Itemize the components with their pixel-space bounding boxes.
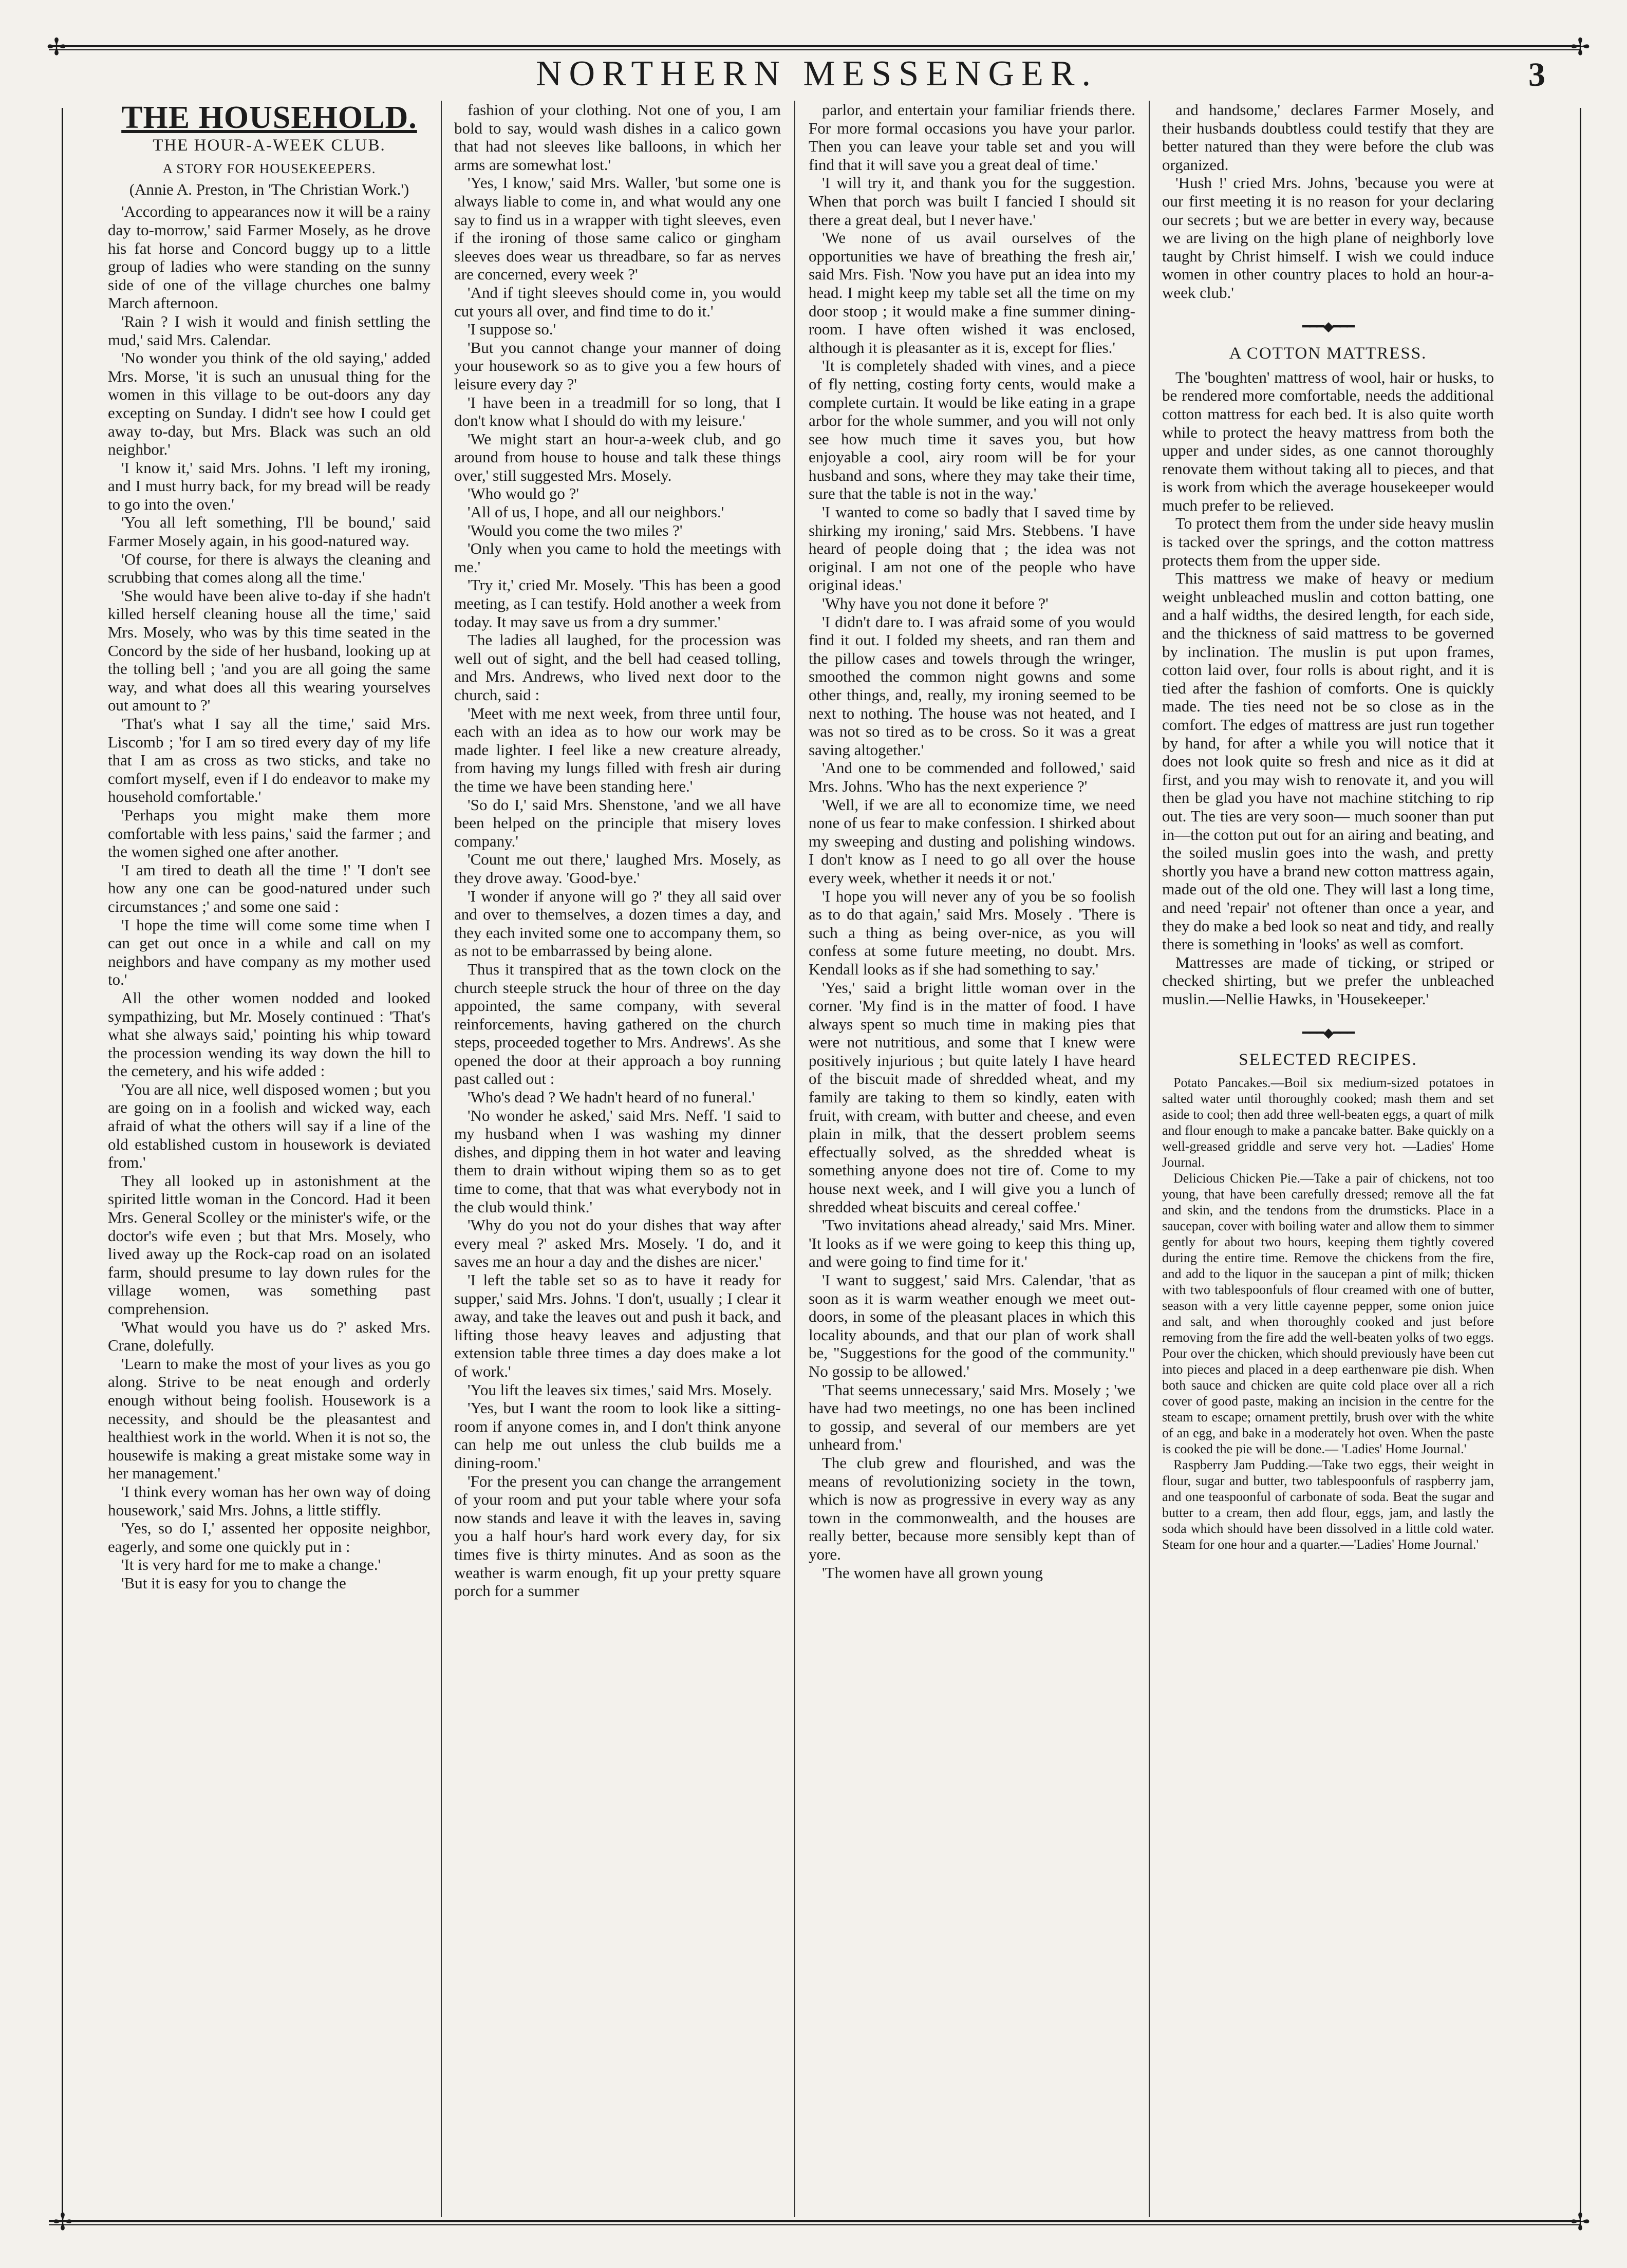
recipes-article (1162, 1075, 1494, 1552)
column-4 (1162, 101, 1494, 1552)
story-paragraph: 'For the present you can change the arrangement of your room and put your table where your sofa now stands and leave it with the leaves in, saving you a half hour's hard work every day, for six times five is thirty minutes. And as soon as the weather is warm enough, fit up your pretty square porch for a summer (454, 1472, 781, 1600)
column-3 (809, 101, 1135, 1582)
page-border-top-thin (49, 49, 1581, 50)
story-paragraph: 'Yes, I know,' said Mrs. Waller, 'but some one is always liable to come in, and what would any one say to find us in a wrapper with tight sleeves, even if the ironing of those same calico or gingham sleeves does wear us threadbare, so far as nerves are concerned, every week ?' (454, 174, 781, 284)
story-paragraph: 'I hope you will never any of you be so foolish as to do that again,' said Mrs. Mosely . 'There is such a thing as being over-nice, as you will confess at some future meeting, no doubt. Mrs. Kendall looks as if she had something to say.' (809, 887, 1135, 978)
story-paragraph: 'Try it,' cried Mr. Mosely. 'This has been a good meeting, as I can testify. Hold another a week from today. It may save us from a dry summer.' (454, 576, 781, 631)
recipe-paragraph: Delicious Chicken Pie.—Take a pair of chickens, not too young, that have been carefully dressed; remove all the fat and skin, and the tendons from the drumsticks. Place in a saucepan, cover with boiling water and allow them to simmer gently for about two hours, keeping them tightly covered during the entire time. Remove the chickens from the fire, and add to the liquor in the saucepan a pint of milk; thicken with two tablespoonfuls of flour creamed with one of butter, season with a very little cayenne pepper, some onion juice and salt, and when thoroughly cooked and just before removing from the fire add the well-beaten yolks of two eggs. Pour over the chicken, which should previously have been cut into pieces and placed in a deep earthenware pie dish. When both sauce and chicken are quite cold place over all a rich cover of good paste, making an incision in the centre for the steam to escape; ornament prettily, brush over with the white of an egg, and bake in a moderately hot oven. When the paste is cooked the pie will be done.— 'Ladies' Home Journal.' (1162, 1170, 1494, 1456)
story-paragraph: 'But you cannot change your manner of doing your housework so as to give you a few hours of leisure every day ?' (454, 338, 781, 393)
story-paragraph: 'And one to be commended and followed,' said Mrs. Johns. 'Who has the next experience ?' (809, 759, 1135, 795)
recipes-title: SELECTED RECIPES. (1239, 1051, 1417, 1070)
masthead: NORTHERN MESSENGER. (535, 54, 1098, 93)
story-paragraph: 'Yes, but I want the room to look like a sitting-room if anyone comes in, and I don't think anyone can help me out unless the club builds me a dining-room.' (454, 1399, 781, 1472)
story-paragraph: 'Hush !' cried Mrs. Johns, 'because you were at our first meeting it is no reason for your declaring our secrets ; but we are better in every way, because we are living on the high plane of neighborly love taught by Christ himself. I wish we could induce women in other country places to hold an hour-a-week club.' (1162, 174, 1494, 302)
story-byline: (Annie A. Preston, in 'The Christian Work.') (129, 180, 409, 198)
story-paragraph: 'We none of us avail ourselves of the opportunities we have of breathing the fresh air,' said Mrs. Fish. 'Now you have put an idea into my head. I might keep my table set all the time on my door stoop ; it would make a fine summer dining-room. I have often wished it was enclosed, although it is pleasanter as it is, except for flies.' (809, 229, 1135, 357)
story-paragraph: fashion of your clothing. Not one of you, I am bold to say, would wash dishes in a calico gown that had not sleeves like balloons, in which her arms are somewhat lost.' (454, 101, 781, 174)
story-paragraph: The ladies all laughed, for the procession was well out of sight, and the bell had ceased tolling, and Mrs. Andrews, who lived next door to the church, said : (454, 631, 781, 704)
story-paragraph: 'Would you come the two miles ?' (467, 521, 683, 539)
story-paragraph: 'Yes,' said a bright little woman over in the corner. 'My find is in the matter of food. I have always spent so much time in making pies that were not nutritious, and some that I knew were positively injurious ; but quite lately I have heard of the biscuit made of shredded wheat, and my family are taking to them so kindly, eaten with fruit, with cream, with butter and cheese, and even plain in milk, that the dessert problem seems effectually solved, as the shredded wheat is something anyone does not tire of. Come to my house next week, and I will give you a lunch of shredded wheat biscuits and cereal coffee.' (809, 978, 1135, 1216)
story-paragraph: 'I wonder if anyone will go ?' they all said over and over to themselves, a dozen times a day, and they each invited some one to accompany them, so as not to be embarrassed by being alone. (454, 887, 781, 960)
mattress-paragraph: The 'boughten' mattress of wool, hair or husks, to be rendered more comfortable, needs the additional cotton mattress for each bed. It is also quite worth while to protect the heavy mattress from both the upper and under sides, as one cannot thoroughly renovate them without taking all to pieces, and that is work from which the average housekeeper would much prefer to be relieved. (1162, 368, 1494, 514)
page-border-right (1580, 108, 1581, 2214)
story-paragraph: 'I know it,' said Mrs. Johns. 'I left my ironing, and I must hurry back, for my bread will be ready to go into the oven.' (108, 458, 431, 513)
story-paragraph: 'She would have been alive to-day if she hadn't killed herself cleaning house all the time,' said Mrs. Mosely, who was by this time seated in the Concord by the side of her husband, looking up at the tolling bell ; 'and you are all going the same way, and what does all this wearing yourselves out amount to ?' (108, 586, 431, 715)
story-paragraph: All the other women nodded and looked sympathizing, but Mr. Mosely continued : 'That's what she always said,' pointing his whip toward the procession wending its way down the hill to the cemetery, and his wife added : (108, 988, 431, 1080)
mattress-title: A COTTON MATTRESS. (1229, 344, 1427, 363)
column-1 (108, 101, 431, 1592)
story-paragraph: 'Why have you not done it before ?' (822, 594, 1049, 613)
column-rule (1149, 101, 1150, 2217)
corner-ornament-icon: ✢ (52, 2209, 73, 2235)
story-paragraph: 'What would you have us do ?' asked Mrs. Crane, dolefully. (108, 1318, 431, 1355)
story-paragraph: The club grew and flourished, and was the means of revolutionizing society in the town, which is now as progressive in every way as any town in the commonwealth, and the houses are really better, because more sensibly kept than of yore. (809, 1453, 1135, 1563)
column-rule (794, 101, 795, 2217)
story-body-part-1 (108, 202, 431, 1592)
mattress-paragraph: To protect them from the under side heavy muslin is tacked over the springs, and the cotton mattress protects them from the upper side. (1162, 514, 1494, 569)
story-paragraph: 'Meet with me next week, from three until four, each with an idea as to how our work may be made lighter. I feel like a new creature already, from having my lungs filled with fresh air during the time we have been standing here.' (454, 704, 781, 795)
story-paragraph: 'I want to suggest,' said Mrs. Calendar, 'that as soon as it is warm weather enough we meet out-doors, in some of the pleasant places in which this locality abounds, and that our plan of work shall be, "Suggestions for the good of the community." No gossip to be allowed.' (809, 1271, 1135, 1380)
story-paragraph: 'You lift the leaves six times,' said Mrs. Mosely. (467, 1380, 772, 1399)
story-paragraph: 'You are all nice, well disposed women ; but you are going on in a foolish and wicked way, each afraid of what the others will say if a line of the old established custom in housework is deviated from.' (108, 1080, 431, 1172)
story-paragraph: 'I suppose so.' (467, 320, 556, 339)
fleuron-icon: ━━━◆━━━ (1302, 318, 1354, 334)
story-paragraph: 'Yes, so do I,' assented her opposite neighbor, eagerly, and some one quickly put in : (108, 1519, 431, 1555)
corner-ornament-icon: ✢ (1570, 34, 1591, 60)
mattress-article (1162, 368, 1494, 1008)
story-subtitle: A STORY FOR HOUSEKEEPERS. (162, 161, 376, 177)
story-paragraph: 'I think every woman has her own way of doing housework,' said Mrs. Johns, a little stiffly. (108, 1482, 431, 1519)
mattress-paragraph: This mattress we make of heavy or medium weight unbleached muslin and cotton batting, one and a half widths, the desired length, for each side, and the thickness of said mattress to be governed by inclination. The muslin is put upon frames, cotton laid over, four rolls is about right, and it is tied after the fashion of comforts. One is quickly made. The ties need not be so close as in the comfort. The edges of mattress are just run together by hand, for after a while you will notice that it does not look quite so fresh and nice as it did at first, and you may wish to renovate it, and you will then be glad you have not machine stitching to rip out. The ties are very soon— much sooner than put in—the cotton put out for an airing and beating, and the soiled muslin goes into the wash, and pretty shortly you have a brand new cotton mattress again, made out of the old one. They will last a long time, and need 'repair' not oftener than once a year, and they do make a bed look so neat and tidy, and really there is something in 'looks' as well as comfort. (1162, 569, 1494, 953)
story-paragraph: 'The women have all grown young (822, 1563, 1043, 1582)
story-paragraph: 'So do I,' said Mrs. Shenstone, 'and we all have been helped on the principle that misery loves company.' (454, 795, 781, 850)
story-body-part-4 (1162, 101, 1494, 302)
story-paragraph: 'But it is easy for you to change the (121, 1573, 346, 1592)
story-body-part-2 (454, 101, 781, 1600)
story-paragraph: 'I have been in a treadmill for so long, that I don't know what I should do with my leisure.' (454, 393, 781, 430)
story-paragraph: 'That seems unnecessary,' said Mrs. Mosely ; 'we have had two meetings, no one has been inclined to gossip, and several of our members are yet unheard from.' (809, 1380, 1135, 1454)
story-title: THE HOUR-A-WEEK CLUB. (153, 136, 386, 155)
corner-ornament-icon: ✢ (46, 34, 67, 60)
story-paragraph: Thus it transpired that as the town clock on the church steeple struck the hour of three on the day appointed, the same company, with several reinforcements, having gathered on the church steps, proceeded together to Mrs. Andrews'. As she opened the door at their approach a boy running past called out : (454, 960, 781, 1088)
page-border-bottom-thin (49, 2224, 1581, 2225)
story-paragraph: 'That's what I say all the time,' said Mrs. Liscomb ; 'for I am so tired every day of my life that I am as cross as two sticks, and take no comfort myself, even if I do endeavor to make my household comfortable.' (108, 715, 431, 806)
story-paragraph: 'I hope the time will come some time when I can get out once in a while and call on my neighbors and have company as my mother used to.' (108, 915, 431, 989)
story-paragraph: 'I left the table set so as to have it ready for supper,' said Mrs. Johns. 'I don't, usually ; I clear it away, and take the leaves out and push it back, and lifting those heavy leaves and adjusting that extension table three times a day does make a lot of work.' (454, 1271, 781, 1380)
fleuron-icon: ━━━◆━━━ (1302, 1025, 1354, 1040)
story-paragraph: 'Perhaps you might make them more comfortable with less pains,' said the farmer ; and the women sighed one after another. (108, 805, 431, 861)
page-border-top (49, 45, 1581, 47)
recipe-paragraph: Raspberry Jam Pudding.—Take two eggs, their weight in flour, sugar and butter, two tablespoonfuls of raspberry jam, and one teaspoonful of carbonate of soda. Beat the sugar and butter to a cream, then add flour, eggs, jam, and lastly the soda which should have been dissolved in a little cold water. Steam for one hour and a quarter.—'Ladies' Home Journal.' (1162, 1457, 1494, 1552)
story-paragraph: 'Why do you not do your dishes that way after every meal ?' asked Mrs. Mosely. 'I do, and it saves me an hour a day and the dishes are nicer.' (454, 1216, 781, 1271)
story-paragraph: 'I wanted to come so badly that I saved time by shirking my ironing,' said Mrs. Stebbens. 'I have heard of people doing that ; the idea was not original. I am not one of the people who have original ideas.' (809, 503, 1135, 594)
story-paragraph: 'Count me out there,' laughed Mrs. Mosely, as they drove away. 'Good-bye.' (454, 850, 781, 887)
story-paragraph: 'I am tired to death all the time !' 'I don't see how any one can be good-natured under such circumstances ;' and some one said : (108, 860, 431, 915)
story-paragraph: 'According to appearances now it will be a rainy day to-morrow,' said Farmer Mosely, as he drove his fat horse and Concord buggy up to a little group of ladies who were standing on the sunny side of one of the village churches one balmy March afternoon. (108, 202, 431, 312)
story-paragraph: 'Only when you came to hold the meetings with me.' (454, 539, 781, 576)
section-title: THE HOUSEHOLD. (121, 100, 417, 135)
story-paragraph: 'Of course, for there is always the cleaning and scrubbing that comes along all the time.' (108, 550, 431, 587)
column-rule (441, 101, 442, 2217)
recipe-paragraph: Potato Pancakes.—Boil six medium-sized potatoes in salted water until thoroughly cooked; mash them and set aside to cool; then add three well-beaten eggs, a quart of milk and flour enough to make a pancake batter. Bake quickly on a well-greased griddle and serve very hot. —Ladies' Home Journal. (1162, 1075, 1494, 1170)
page-border-left (62, 108, 63, 2214)
story-paragraph: 'We might start an hour-a-week club, and go around from house to house and talk these things over,' still suggested Mrs. Mosely. (454, 429, 781, 484)
story-paragraph: 'And if tight sleeves should come in, you would cut yours all over, and find time to do it.' (454, 283, 781, 320)
story-paragraph: 'It is completely shaded with vines, and a piece of fly netting, costing forty cents, would make a complete curtain. It would be like eating in a grape arbor for the whole summer, and you will not only see how much time it saves you, but how enjoyable a cool, airy room will be for your husband and sons, where they may take their time, sure that the table is not in the way.' (809, 357, 1135, 503)
story-paragraph: 'Who would go ?' (467, 484, 579, 503)
story-body-part-3 (809, 101, 1135, 1582)
story-paragraph: 'It is very hard for me to make a change.' (121, 1555, 381, 1574)
mattress-paragraph: Mattresses are made of ticking, or striped or checked shirting, but we prefer the unbleached muslin.—Nellie Hawks, in 'Housekeeper.' (1162, 953, 1494, 1008)
story-paragraph: 'Two invitations ahead already,' said Mrs. Miner. 'It looks as if we were going to keep this thing up, and were going to find time for it.' (809, 1216, 1135, 1271)
page-number: 3 (1528, 56, 1545, 93)
story-paragraph: and handsome,' declares Farmer Mosely, and their husbands doubtless could testify that they are better natured than they were before the club was organized. (1162, 101, 1494, 174)
column-2 (454, 101, 781, 1600)
story-paragraph: 'Well, if we are all to economize time, we need none of us fear to make confession. I shirked about my sweeping and dusting and polishing windows. I don't know as I need to go all over the house every week, whether it needs it or not.' (809, 795, 1135, 887)
story-paragraph: 'No wonder he asked,' said Mrs. Neff. 'I said to my husband when I was washing my dinner dishes, and dipping them in hot water and leaving them to drain without wiping them so as to get time to come, that that was what everybody not in the club would think.' (454, 1106, 781, 1216)
story-paragraph: 'No wonder you think of the old saying,' added Mrs. Morse, 'it is such an unusual thing for the women in this village to be out-doors any day excepting on Sunday. I didn't see how I could get away to-day, but Mrs. Black was such an old neighbor.' (108, 349, 431, 459)
story-paragraph: 'You all left something, I'll be bound,' said Farmer Mosely again, in his good-natured way. (108, 513, 431, 550)
story-paragraph: parlor, and entertain your familiar friends there. For more formal occasions you have your parlor. Then you can leave your table set and you will find that it will save you a great deal of time.' (809, 101, 1135, 174)
story-paragraph: 'All of us, I hope, and all our neighbors.' (467, 503, 724, 521)
story-paragraph: 'Rain ? I wish it would and finish settling the mud,' said Mrs. Calendar. (108, 312, 431, 349)
corner-ornament-icon: ✢ (1570, 2209, 1591, 2235)
story-paragraph: They all looked up in astonishment at the spirited little woman in the Concord. Had it been Mrs. General Scolley or the minister's wife, or the doctor's wife even ; but that Mrs. Mosely, who lived away up the Rock-cap road on an isolated farm, should presume to lay down rules for the village women, was something past comprehension. (108, 1171, 431, 1318)
story-paragraph: 'I will try it, and thank you for the suggestion. When that porch was built I fancied I should sit there a great deal, but I never have.' (809, 174, 1135, 229)
story-paragraph: 'Who's dead ? We hadn't heard of no funeral.' (467, 1088, 755, 1107)
story-paragraph: 'I didn't dare to. I was afraid some of you would find it out. I folded my sheets, and ran them and the pillow cases and towels through the wringer, smoothed the common night gowns and some other things, and, really, my ironing seemed to be next to nothing. The house was not heated, and I was not so tired as to be cross. So it was a great saving altogether.' (809, 612, 1135, 759)
story-paragraph: 'Learn to make the most of your lives as you go along. Strive to be neat enough and orderly enough without being foolish. Housework is a necessity, and should be the pleasantest and healthiest work in the world. When it is not so, the housewife is making a great mistake some way in her management.' (108, 1354, 431, 1483)
page-border-bottom (49, 2220, 1581, 2222)
